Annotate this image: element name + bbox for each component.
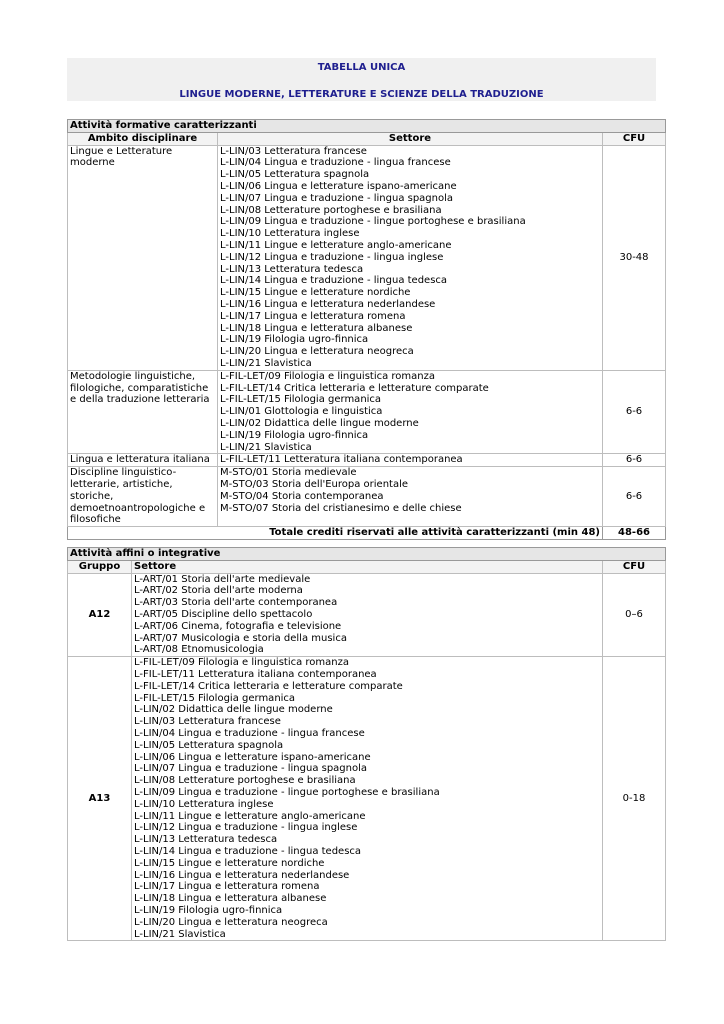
caratterizzanti-header-row — [68, 132, 666, 145]
settore-item: L-LIN/17 Lingua e letteratura romena — [220, 310, 406, 322]
settore-item: L-LIN/11 Lingue e letterature anglo-americane — [220, 239, 452, 251]
settore-item: L-LIN/19 Filologia ugro-finnica — [134, 904, 283, 916]
document-header — [67, 58, 656, 101]
table-row — [68, 145, 666, 370]
affini-title-row — [68, 548, 666, 561]
settore-item: L-LIN/08 Letterature portoghese e brasiliana — [220, 204, 442, 216]
settore-item: L-LIN/15 Lingue e letterature nordiche — [134, 857, 325, 869]
settore-item: L-LIN/13 Letteratura tedesca — [134, 834, 278, 846]
settore-list — [132, 573, 603, 657]
settore-item: L-FIL-LET/14 Critica letteraria e letterature comparate — [220, 382, 489, 394]
caratterizzanti-table — [67, 119, 666, 540]
settore-item: L-ART/06 Cinema, fotografia e televisione — [134, 620, 342, 632]
settore-item: L-LIN/18 Lingua e letteratura albanese — [220, 322, 413, 334]
settore-item: L-FIL-LET/15 Filologia germanica — [134, 692, 296, 704]
settore-item: L-LIN/15 Lingue e letterature nordiche — [220, 287, 411, 299]
settore-item: L-ART/05 Discipline dello spettacolo — [134, 608, 313, 620]
settore-item: L-LIN/03 Letteratura francese — [134, 716, 281, 728]
total-label: Totale crediti riservati alle attività caratterizzanti (min 48) — [68, 527, 603, 540]
settore-item: L-FIL-LET/14 Critica letteraria e letterature comparate — [134, 680, 403, 692]
settore-item: L-LIN/05 Letteratura spagnola — [134, 739, 284, 751]
col-header-ambito: Ambito disciplinare — [68, 132, 218, 145]
settore-item: M-STO/01 Storia medievale — [220, 467, 357, 479]
ambito-cell: Metodologie linguistiche, filologiche, comparatistiche e della traduzione letteraria — [68, 370, 218, 454]
col-header-gruppo: Gruppo — [68, 560, 132, 573]
settore-list — [132, 657, 603, 941]
cfu-cell: 0-18 — [603, 657, 666, 941]
settore-item: L-LIN/18 Lingua e letteratura albanese — [134, 893, 327, 905]
col-header-cfu: CFU — [603, 132, 666, 145]
table-row — [68, 467, 666, 527]
settore-item: L-FIL-LET/09 Filologia e linguistica romanza — [134, 657, 350, 669]
gruppo-cell: A12 — [68, 573, 132, 657]
table-row — [68, 573, 666, 657]
affini-table — [67, 547, 666, 941]
settore-item: L-LIN/01 Glottologia e linguistica — [220, 406, 383, 418]
ambito-cell: Lingue e Letterature moderne — [68, 145, 218, 370]
settore-item: L-ART/02 Storia dell'arte moderna — [134, 585, 303, 597]
col-header-settore: Settore — [218, 132, 603, 145]
affini-section-title: Attività affini o integrative — [68, 548, 666, 561]
ambito-cell: Lingua e letteratura italiana — [68, 454, 218, 467]
settore-item: L-LIN/20 Lingua e letteratura neogreca — [220, 346, 414, 358]
document-subtitle: LINGUE MODERNE, LETTERATURE E SCIENZE DELLA TRADUZIONE — [179, 89, 544, 100]
settore-item: L-LIN/11 Lingue e letterature anglo-americane — [134, 810, 366, 822]
settore-item: L-LIN/21 Slavistica — [220, 441, 312, 453]
caratterizzanti-section-title: Attività formative caratterizzanti — [68, 120, 666, 133]
cfu-cell: 0–6 — [603, 573, 666, 657]
settore-item: L-LIN/14 Lingua e traduzione - lingua tedesca — [220, 275, 448, 287]
settore-list — [218, 370, 603, 454]
table-row — [68, 657, 666, 941]
settore-item: L-LIN/04 Lingua e traduzione - lingua francese — [220, 157, 451, 169]
settore-item: L-LIN/19 Filologia ugro-finnica — [220, 429, 369, 441]
settore-item: L-LIN/12 Lingua e traduzione - lingua inglese — [134, 822, 358, 834]
settore-item: L-LIN/12 Lingua e traduzione - lingua inglese — [220, 251, 444, 263]
settore-item: L-LIN/20 Lingua e letteratura neogreca — [134, 916, 328, 928]
cfu-cell: 6-6 — [603, 454, 666, 467]
settore-item: L-LIN/02 Didattica delle lingue moderne — [220, 417, 419, 429]
settore-item: L-LIN/07 Lingua e traduzione - lingua spagnola — [220, 192, 454, 204]
settore-item: M-STO/03 Storia dell'Europa orientale — [220, 478, 409, 490]
settore-item: L-ART/08 Etnomusicologia — [134, 644, 264, 656]
settore-item: L-LIN/16 Lingua e letteratura nederlandese — [134, 869, 350, 881]
settore-item: L-LIN/04 Lingua e traduzione - lingua francese — [134, 727, 365, 739]
settore-item: L-LIN/10 Letteratura inglese — [134, 798, 274, 810]
affini-header-row — [68, 560, 666, 573]
col-header-settore: Settore — [132, 560, 603, 573]
ambito-cell: Discipline linguistico-letterarie, artistiche, storiche, demoetnoantropologiche e filosofiche — [68, 467, 218, 527]
table-row — [68, 454, 666, 467]
settore-item: L-LIN/10 Letteratura inglese — [220, 228, 360, 240]
settore-item: L-ART/01 Storia dell'arte medievale — [134, 573, 311, 585]
settore-item: L-FIL-LET/09 Filologia e linguistica romanza — [220, 370, 436, 382]
settore-item: L-LIN/02 Didattica delle lingue moderne — [134, 704, 333, 716]
settore-item: M-STO/07 Storia del cristianesimo e delle chiese — [220, 502, 462, 514]
settore-item: L-FIL-LET/15 Filologia germanica — [220, 394, 382, 406]
total-value: 48-66 — [603, 527, 666, 540]
settore-item: M-STO/04 Storia contemporanea — [220, 490, 384, 502]
settore-item: L-LIN/13 Letteratura tedesca — [220, 263, 364, 275]
table-row — [68, 370, 666, 454]
settore-list — [218, 145, 603, 370]
document-title: TABELLA UNICA — [317, 62, 406, 73]
settore-item: L-LIN/21 Slavistica — [134, 928, 226, 940]
cfu-cell: 30-48 — [603, 145, 666, 370]
settore-item: L-LIN/08 Letterature portoghese e brasiliana — [134, 775, 356, 787]
settore-item: L-LIN/16 Lingua e letteratura nederlandese — [220, 298, 436, 310]
settore-item: L-LIN/17 Lingua e letteratura romena — [134, 881, 320, 893]
settore-item: L-LIN/21 Slavistica — [220, 357, 312, 369]
settore-item: L-ART/03 Storia dell'arte contemporanea — [134, 597, 338, 609]
settore-item: L-LIN/06 Lingua e letterature ispano-americane — [220, 180, 457, 192]
cfu-cell: 6-6 — [603, 370, 666, 454]
settore-item: L-FIL-LET/11 Letteratura italiana contemporanea — [134, 668, 377, 680]
settore-list — [218, 467, 603, 527]
settore-item: L-LIN/05 Letteratura spagnola — [220, 169, 370, 181]
caratterizzanti-title-row — [68, 120, 666, 133]
settore-item: L-ART/07 Musicologia e storia della musica — [134, 632, 347, 644]
settore-item: L-LIN/09 Lingua e traduzione - lingue portoghese e brasiliana — [220, 216, 526, 228]
settore-item: L-LIN/14 Lingua e traduzione - lingua tedesca — [134, 845, 362, 857]
settore-item: L-FIL-LET/11 Letteratura italiana contemporanea — [220, 454, 463, 466]
settore-item: L-LIN/07 Lingua e traduzione - lingua spagnola — [134, 763, 368, 775]
settore-item: L-LIN/06 Lingua e letterature ispano-americane — [134, 751, 371, 763]
total-row — [68, 527, 666, 540]
settore-item: L-LIN/19 Filologia ugro-finnica — [220, 334, 369, 346]
gruppo-cell: A13 — [68, 657, 132, 941]
settore-item: L-LIN/09 Lingua e traduzione - lingue portoghese e brasiliana — [134, 786, 440, 798]
col-header-cfu: CFU — [603, 560, 666, 573]
settore-list — [218, 454, 603, 467]
settore-item: L-LIN/03 Letteratura francese — [220, 145, 367, 157]
cfu-cell: 6-6 — [603, 467, 666, 527]
